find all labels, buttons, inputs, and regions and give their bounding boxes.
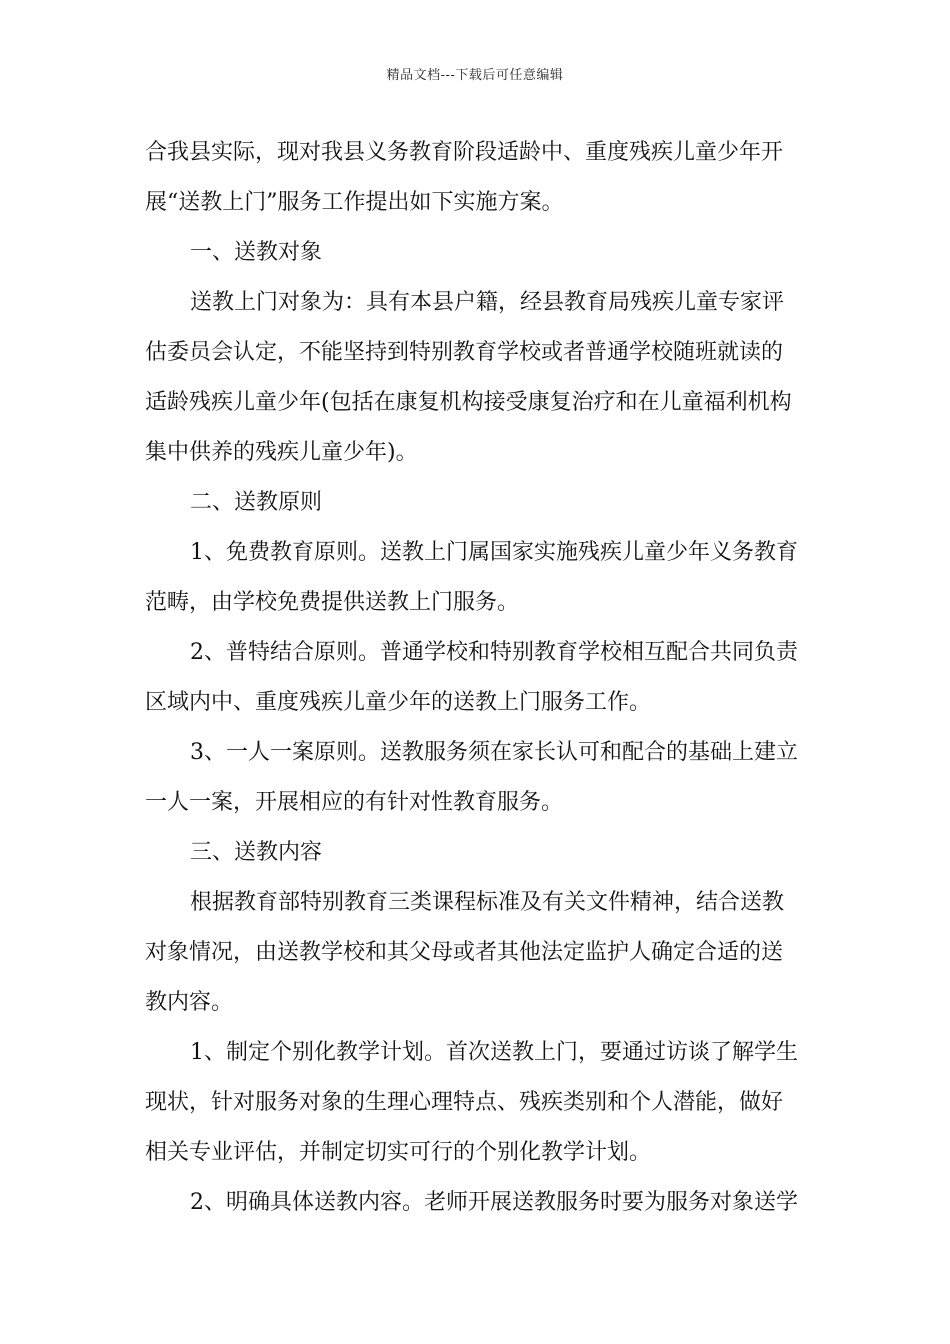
text-line: 区域内中、重度残疾儿童少年的送教上门服务工作。 [145, 690, 652, 715]
page-header: 精品文档---下载后可任意编辑 [386, 68, 564, 83]
text-line: 1、免费教育原则。送教上门属国家实施残疾儿童少年义务教育 [190, 540, 798, 565]
text-line: 适龄残疾儿童少年(包括在康复机构接受康复治疗和在儿童福利机构 [145, 390, 792, 415]
document-body [145, 128, 805, 1228]
text-line: 集中供养的残疾儿童少年)。 [145, 440, 418, 465]
text-line: 2、明确具体送教内容。老师开展送教服务时要为服务对象送学 [190, 1190, 798, 1215]
text-line: 送教上门对象为：具有本县户籍，经县教育局残疾儿童专家评 [190, 290, 785, 315]
text-line: 范畴，由学校免费提供送教上门服务。 [145, 590, 520, 615]
text-line: 对象情况，由送教学校和其父母或者其他法定监护人确定合适的送 [145, 940, 784, 965]
text-line: 3、一人一案原则。送教服务须在家长认可和配合的基础上建立 [190, 740, 798, 765]
text-line: 现状，针对服务对象的生理心理特点、残疾类别和个人潜能，做好 [145, 1090, 784, 1115]
text-line: 估委员会认定，不能坚持到特别教育学校或者普通学校随班就读的 [145, 340, 784, 365]
text-line: 2、普特结合原则。普通学校和特别教育学校相互配合共同负责 [190, 640, 798, 665]
text-line: 1、制定个别化教学计划。首次送教上门，要通过访谈了解学生 [190, 1040, 798, 1065]
text-line: 教内容。 [145, 990, 234, 1015]
text-line: 合我县实际，现对我县义务教育阶段适龄中、重度残疾儿童少年开 [145, 140, 784, 165]
text-line: 根据教育部特别教育三类课程标准及有关文件精神，结合送教 [190, 890, 785, 915]
section-heading: 一、送教对象 [190, 240, 323, 265]
text-line: 相关专业评估，并制定切实可行的个别化教学计划。 [145, 1140, 652, 1165]
section-heading: 二、送教原则 [190, 490, 323, 515]
text-line: 展“送教上门”服务工作提出如下实施方案。 [145, 190, 564, 215]
section-heading: 三、送教内容 [190, 840, 323, 865]
text-line: 一人一案，开展相应的有针对性教育服务。 [145, 790, 564, 815]
